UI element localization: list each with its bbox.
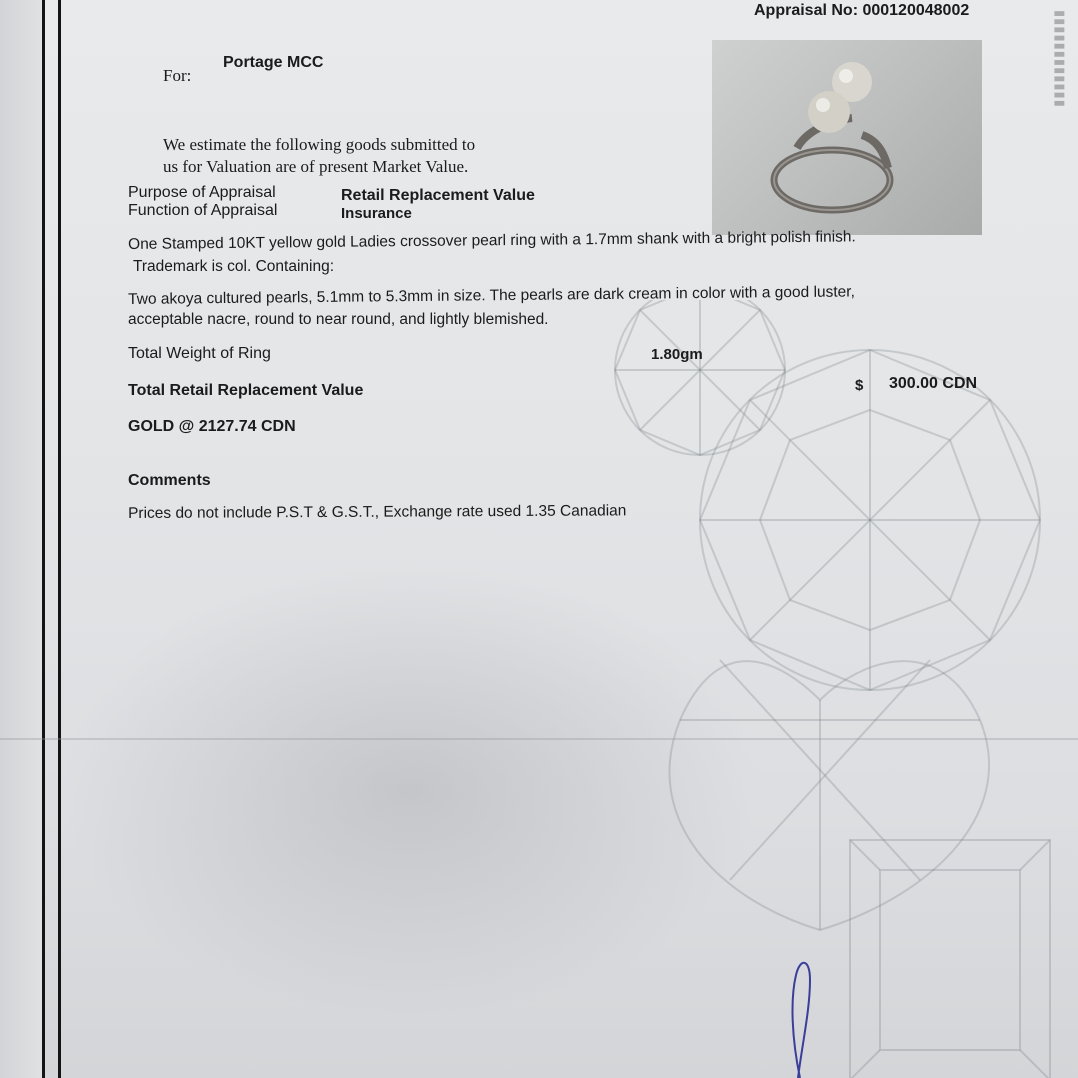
pearls-line-1: Two akoya cultured pearls, 5.1mm to 5.3mm in size. The pearls are dark cream in color with a good luster, — [128, 283, 855, 308]
intro-line-1: We estimate the following goods submitted to — [163, 135, 476, 154]
comments-heading: Comments — [128, 472, 211, 489]
value-label: Total Retail Replacement Value — [128, 382, 364, 399]
side-watermark-text — [1040, 0, 1078, 240]
function-value: Insurance — [341, 205, 412, 222]
paper-fold — [0, 738, 1078, 740]
gold-price: GOLD @ 2127.74 CDN — [128, 418, 296, 435]
left-margin — [0, 0, 42, 1078]
description-line-1: One Stamped 10KT yellow gold Ladies crossover pearl ring with a 1.7mm shank with a bright polish finish. — [128, 228, 856, 253]
ring-photo — [712, 40, 982, 235]
function-label: Function of Appraisal — [128, 202, 278, 219]
purpose-label: Purpose of Appraisal — [128, 184, 276, 201]
weight-value: 1.80gm — [651, 346, 703, 363]
signature — [770, 950, 830, 1078]
for-label: For: — [163, 66, 192, 85]
client-name: Portage MCC — [223, 54, 324, 71]
description-line-2: Trademark is col. Containing: — [133, 258, 335, 275]
weight-label: Total Weight of Ring — [128, 345, 271, 362]
value-amount: 300.00 CDN — [889, 375, 978, 392]
diamond-watermark — [600, 300, 1078, 1078]
appraisal-number: Appraisal No: 000120048002 — [754, 2, 970, 19]
side-watermark-glyphs: ▮▮▮▮▮▮▮▮▮▮▮▮ — [1053, 10, 1068, 108]
margin-rule — [42, 0, 45, 1078]
currency-symbol: $ — [855, 377, 864, 394]
comments-text: Prices do not include P.S.T & G.S.T., Exchange rate used 1.35 Canadian — [128, 502, 627, 522]
purpose-value: Retail Replacement Value — [341, 187, 535, 204]
intro-line-2: us for Valuation are of present Market Value. — [163, 157, 469, 176]
ring-image — [712, 40, 982, 235]
pearls-line-2: acceptable nacre, round to near round, and lightly blemished. — [128, 311, 549, 328]
